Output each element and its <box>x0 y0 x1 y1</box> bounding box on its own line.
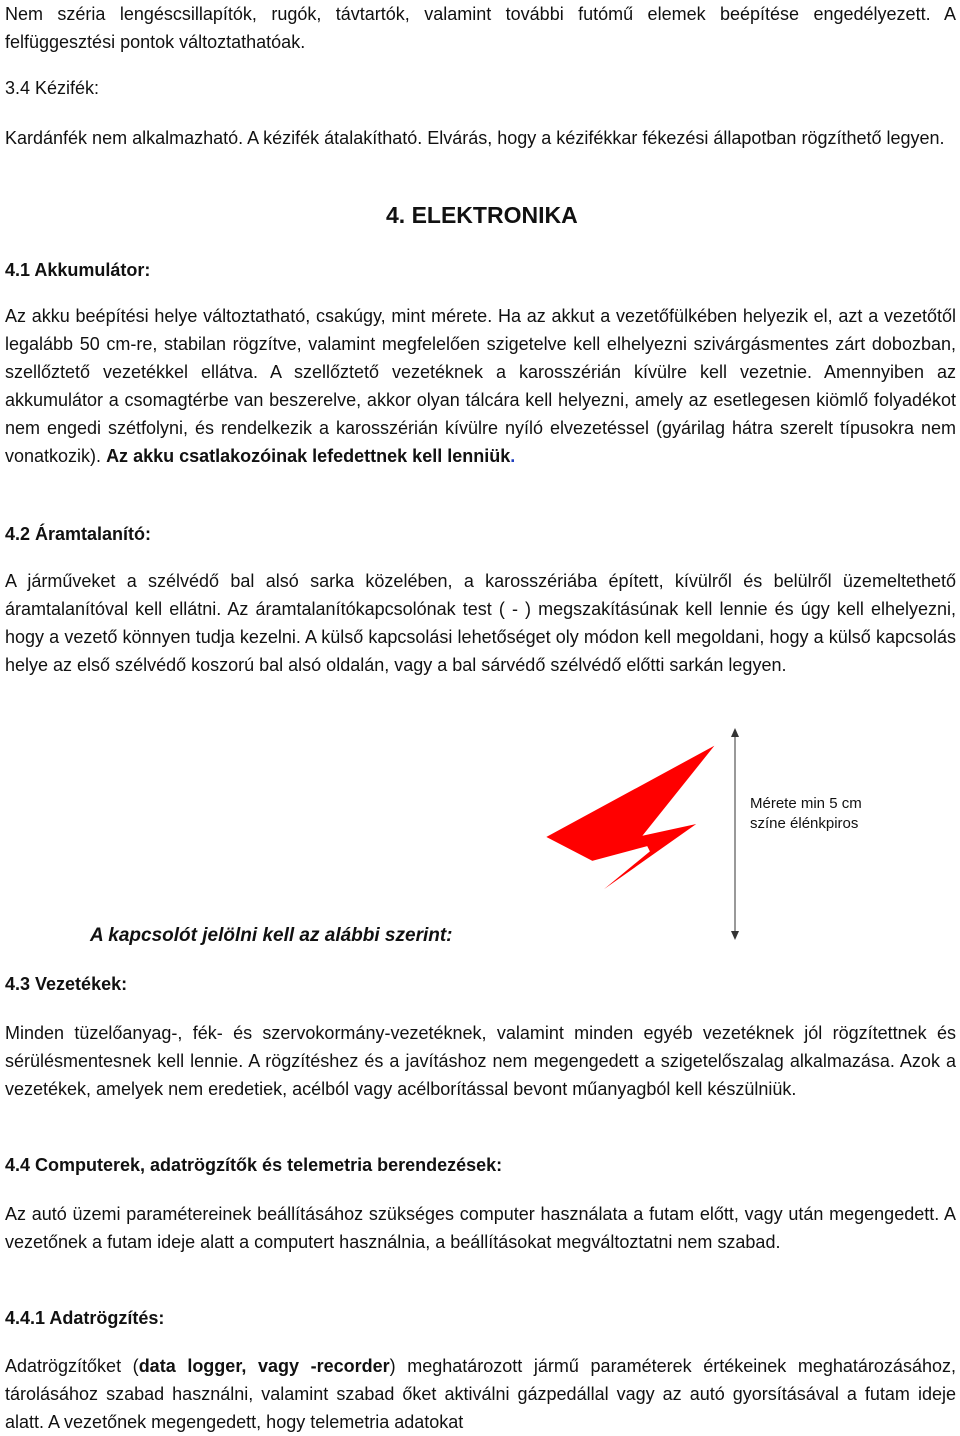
heading-computers: 4.4 Computerek, adatrögzítők és telemetria berendezések: <box>5 1155 503 1175</box>
heading-wiring: 4.3 Vezetékek: <box>5 974 128 994</box>
lightning-bolt-icon <box>530 726 760 948</box>
paragraph-handbrake: Kardánfék nem alkalmazható. A kézifék átalakítható. Elvárás, hogy a kézifékkar fékezési állapotban rögzíthető legyen. <box>5 128 945 148</box>
paragraph-data-logging <box>5 1352 956 1436</box>
size-dimension-line <box>728 726 742 942</box>
data-logging-text-a: Adatrögzítőket ( <box>5 1356 139 1376</box>
bolt-color-text: színe élénkpiros <box>750 815 859 832</box>
paragraph-battery <box>5 302 956 470</box>
heading-battery: 4.1 Akkumulátor: <box>5 260 151 280</box>
paragraph-wiring: Minden tüzelőanyag-, fék- és szervokormány-vezetéknek, valamint minden egyéb vezetéknek jól rögzítettnek és sérülésmentesnek kell lennie. A rögzítéshez és a javításhoz nem megengedett a szigetelőszalag alkalmazása. Azok a vezetékek, amelyek nem eredetiek, acélból vagy acélborítással bevont műanyagból kell készülniük. <box>5 1023 956 1099</box>
heading-data-logging: 4.4.1 Adatrögzítés: <box>5 1308 165 1328</box>
paragraph-kill-switch: A járműveket a szélvédő bal alsó sarka közelében, a karosszériába épített, kívülről és belülről üzemeltethető áramtalanítóval kell ellátni. Az áramtalanítókapcsolónak test ( - ) megszakításúnak kell lennie és úgy kell elhelyezni, hogy a vezető könnyen tudja kezelni. A külső kapcsolási lehetőséget oly módon kell megoldani, hogy a külső kapcsolás helye az első szélvédő koszorú bal alsó oldalán, vagy a bal sárvédő szélvédő előtti sarkán legyen. <box>5 571 956 675</box>
battery-terminals-dot: . <box>510 446 516 466</box>
paragraph-suspension: Nem széria lengéscsillapítók, rugók, távtartók, valamint további futómű elemek beépítése engedélyezett. A felfüggesztési pontok változtathatóak. <box>5 4 956 52</box>
bolt-caption: A kapcsolót jelölni kell az alábbi szerint: <box>90 925 453 946</box>
data-logging-text-b: ) meghatározott jármű paraméterek értékeinek meghatározásához, tárolásához szabad használni, valamint szabad őket aktiválni gázpedállal vagy az autó gyorsításával a futam ideje alatt. A vezetőnek megengedett, hogy telemetria adatokat <box>5 1356 956 1432</box>
bolt-size-text: Mérete min 5 cm <box>750 795 862 812</box>
heading-kill-switch: 4.2 Áramtalanító: <box>5 524 152 544</box>
lightning-bolt-shape <box>540 736 726 938</box>
bolt-size-label <box>750 794 862 834</box>
heading-handbrake: 3.4 Kézifék: <box>5 78 100 98</box>
section-title-electronics: 4. ELEKTRONIKA <box>386 202 578 228</box>
battery-text: Az akku beépítési helye változtatható, csakúgy, mint mérete. Ha az akkut a vezetőfülkében helyezik el, azt a vezetőtől legalább 50 cm-re, stabilan rögzítve, valamint megfelelően szigetelve kell elhelyezni szivárgásmentes zárt dobozban, szellőztető vezetékkel ellátva. A szellőztető vezetéknek a karosszérián kívülre kell vezetnie. Amennyiben az akkumulátor a csomagtérbe van beszerelve, akkor olyan tálcára kell helyezni, amely az esetlegesen kiömlő folyadékot nem engedi szétfolyni, és rendelkezik a karosszérián kívülre nyíló elvezetéssel (gyárilag hátra szerelt típusokra nem vonatkozik). <box>5 306 956 466</box>
data-logger-term: data logger, vagy -recorder <box>138 1356 390 1376</box>
battery-terminals-note: Az akku csatlakozóinak lefedettnek kell lenniük <box>106 446 511 466</box>
paragraph-computers: Az autó üzemi paramétereinek beállításához szükséges computer használata a futam előtt, vagy után megengedett. A vezetőnek a futam ideje alatt a computert használnia, a beállításokat megváltoztatni nem szabad. <box>5 1204 956 1252</box>
